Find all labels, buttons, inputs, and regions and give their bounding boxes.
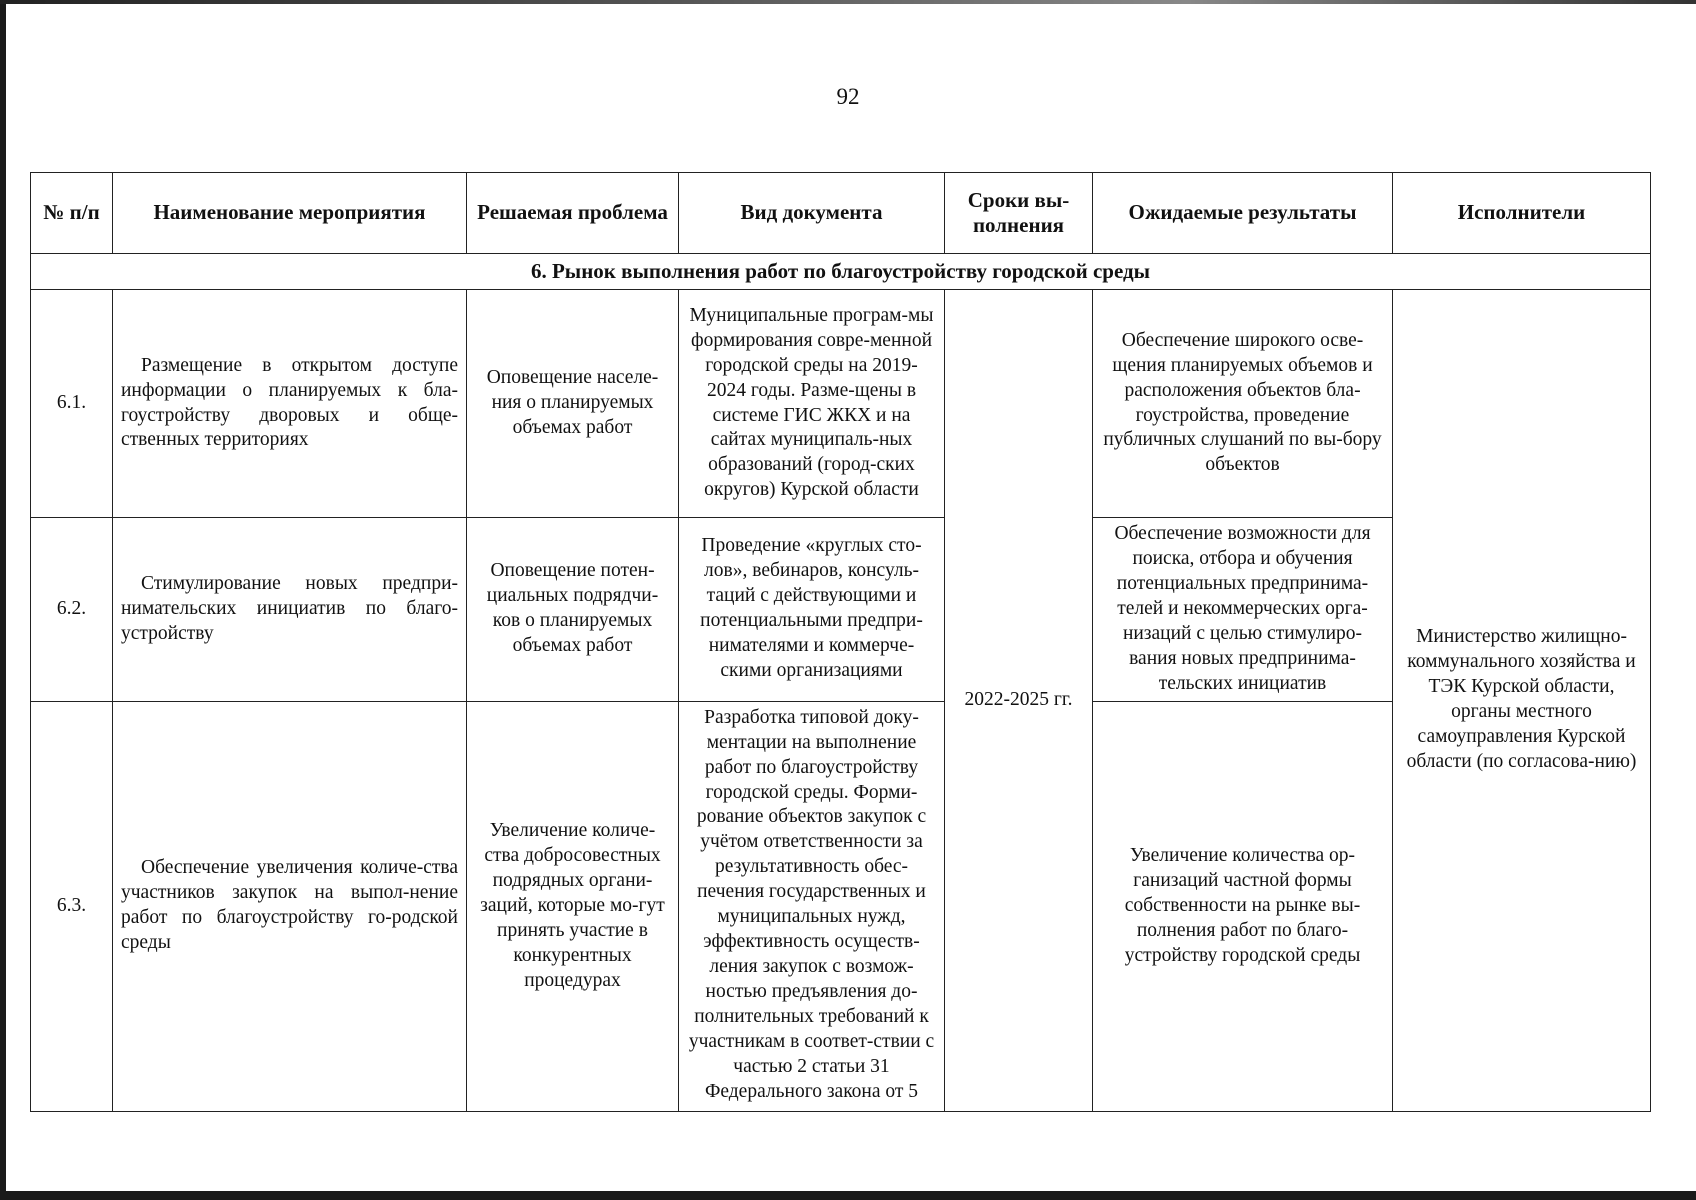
timeline-cell: 2022-2025 гг. — [945, 290, 1093, 1112]
header-activity-name: Наименование мероприятия — [113, 173, 467, 254]
header-executors: Исполнители — [1393, 173, 1651, 254]
section-title: 6. Рынок выполнения работ по благоустройству городской среды — [31, 254, 1651, 290]
activity-name: Размещение в открытом доступе информации о планируемых к бла-гоустройству дворовых и обще-ственных территориях — [113, 290, 467, 518]
header-timeline: Сроки вы-полнения — [945, 173, 1093, 254]
document-cell: Разработка типовой доку-ментации на выполнение работ по благоустройству городской среды. Форми-рование объектов закупок с учётом ответственности за результативность обес-печения государственных и муниципальных нужд, эффективность осуществ-ления закупок с возмож-ностью предъявления до-полнительных требований к участникам в соответ-ствии с частью 2 статьи 31 Федерального закона от 5 — [679, 701, 945, 1111]
header-expected-results: Ожидаемые результаты — [1093, 173, 1393, 254]
result-cell: Увеличение количества ор-ганизаций частной формы собственности на рынке вы-полнения работ по благо-устройству городской среды — [1093, 701, 1393, 1111]
header-document-type: Вид документа — [679, 173, 945, 254]
header-number: № п/п — [31, 173, 113, 254]
result-cell: Обеспечение возможности для поиска, отбора и обучения потенциальных предпринима-телей и некоммерческих орга-низаций с целью стимулиро-вания новых предпринима-тельских инициатив — [1093, 518, 1393, 702]
row-number: 6.2. — [31, 518, 113, 702]
table-row — [31, 290, 1651, 518]
scan-border-left — [0, 0, 6, 1200]
executors-cell: Министерство жилищно-коммунального хозяйства и ТЭК Курской области, органы местного самоуправления Курской области (по согласова-нию) — [1393, 290, 1651, 1112]
problem-cell: Увеличение количе-ства добросовестных подрядных органи-заций, которые мо-гут принять участие в конкурентных процедурах — [467, 701, 679, 1111]
activity-name: Стимулирование новых предпри-нимательских инициатив по благо-устройству — [113, 518, 467, 702]
result-cell: Обеспечение широкого осве-щения планируемых объемов и расположения объектов бла-гоустройства, проведение публичных слушаний по вы-бору объектов — [1093, 290, 1393, 518]
scan-border-top — [0, 0, 1696, 4]
page-number: 92 — [836, 84, 860, 109]
row-number: 6.3. — [31, 701, 113, 1111]
section-row — [31, 254, 1651, 290]
header-row — [31, 173, 1651, 254]
document-cell: Проведение «круглых сто-лов», вебинаров, консуль-таций с действующими и потенциальными предпри-нимателями и коммерче-скими организациями — [679, 518, 945, 702]
problem-cell: Оповещение населе-ния о планируемых объемах работ — [467, 290, 679, 518]
document-cell: Муниципальные програм-мы формирования совре-менной городской среды на 2019-2024 годы. Разме-щены в системе ГИС ЖКХ и на сайтах муниципаль-ных образований (город-ских округов) Курской области — [679, 290, 945, 518]
action-plan-table — [30, 172, 1651, 1112]
scan-border-bottom — [0, 1191, 1696, 1200]
activity-name: Обеспечение увеличения количе-ства участников закупок на выпол-нение работ по благоустройству го-родской среды — [113, 701, 467, 1111]
header-problem: Решаемая проблема — [467, 173, 679, 254]
row-number: 6.1. — [31, 290, 113, 518]
problem-cell: Оповещение потен-циальных подрядчи-ков о планируемых объемах работ — [467, 518, 679, 702]
